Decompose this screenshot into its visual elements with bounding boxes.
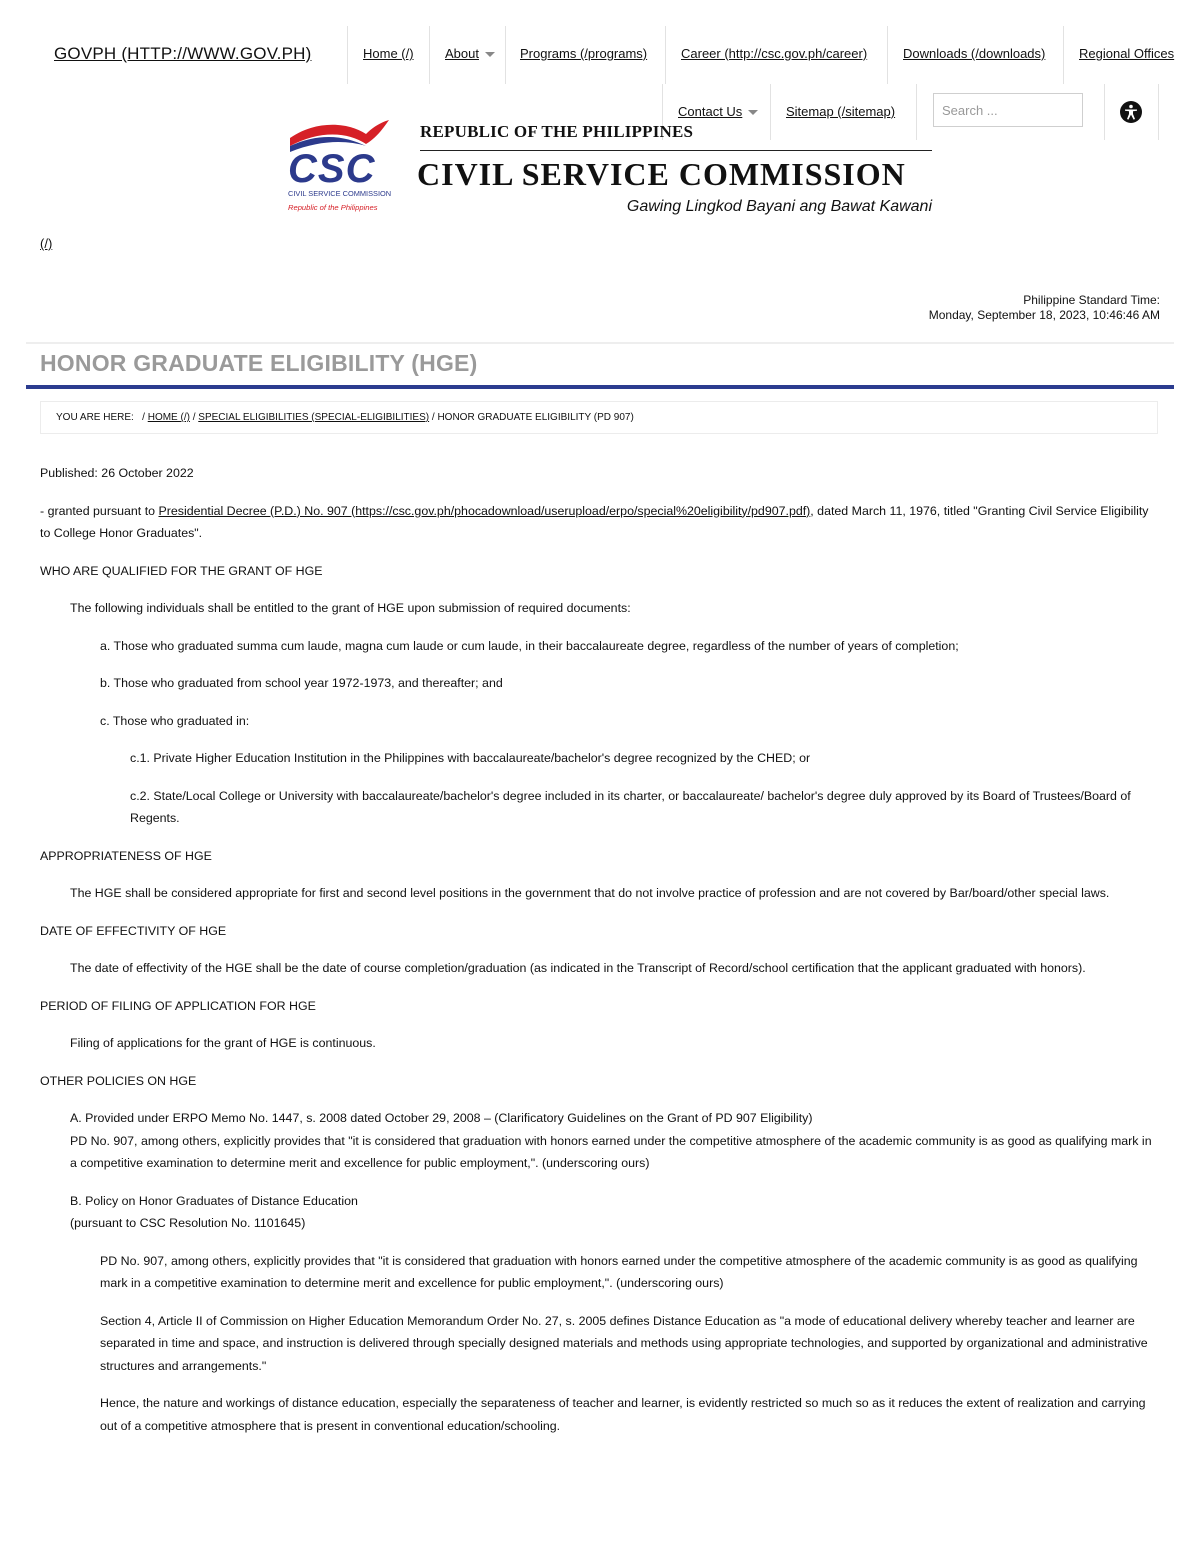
other-a-text: PD No. 907, among others, explicitly provides that "it is considered that graduation with honors earned under the competitive atmosphere of the academic community is as good as qualifying mark in a competitive examination to determine merit and excellence for public employment,". (underscoring ours) <box>70 1133 1152 1170</box>
article-body <box>40 462 1160 1437</box>
nav-programs[interactable]: Programs (/programs) <box>520 46 648 61</box>
logo-mark-text: CSC <box>288 147 376 191</box>
heading-appropriateness: APPROPRIATENESS OF HGE <box>40 848 212 863</box>
other-b-title: B. Policy on Honor Graduates of Distance Education <box>70 1193 358 1208</box>
nav-about-label: About <box>445 46 479 61</box>
breadcrumb-home[interactable]: HOME (/) <box>147 412 190 423</box>
other-b-paragraph-2: Section 4, Article II of Commission on Higher Education Memorandum Order No. 27, s. 2005 defines Distance Education as "a mode of educational delivery whereby teacher and learner are separated in time and space, and instruction is delivered through specially designed materials and methods using appropriate technologies, and supported by organizational and administrative structures and arrangements." <box>100 1313 1148 1373</box>
commission-title: CIVIL SERVICE COMMISSION <box>417 156 906 192</box>
standard-time-label: Philippine Standard Time: <box>1023 293 1160 307</box>
republic-heading: REPUBLIC OF THE PHILIPPINES <box>420 122 694 141</box>
standard-time-value: Monday, September 18, 2023, 10:46:46 AM <box>928 308 1160 322</box>
qualified-item-a: a. Those who graduated summa cum laude, magna cum laude or cum laude, in their baccalaureate degree, regardless of the number of years of completion; <box>100 638 959 653</box>
nav-separator <box>770 84 771 140</box>
qualified-item-c1: c.1. Private Higher Education Institution in the Philippines with baccalaureate/bachelor's degree recognized by the CHED; or <box>130 751 811 765</box>
chevron-down-icon <box>748 110 758 115</box>
breadcrumb <box>40 401 1158 434</box>
standard-time <box>929 293 1160 323</box>
other-b-paragraph-3: Hence, the nature and workings of distance education, especially the separateness of teacher and learner, is evidently restricted so much so as it reduces the extent of realization and carrying out of a competitive atmosphere that is present in conventional education/schooling. <box>100 1396 1146 1433</box>
heading-qualified: WHO ARE QUALIFIED FOR THE GRANT OF HGE <box>40 563 323 578</box>
title-top-divider <box>26 342 1174 344</box>
nav-contact-label: Contact Us <box>678 104 743 119</box>
nav-separator <box>887 26 888 84</box>
accessibility-figure <box>1120 101 1142 123</box>
nav-separator <box>916 84 917 140</box>
published-date: Published: 26 October 2022 <box>40 466 194 480</box>
qualified-item-c: c. Those who graduated in: <box>100 713 250 728</box>
qualified-intro: The following individuals shall be entitled to the grant of HGE upon submission of required documents: <box>70 601 631 615</box>
appropriateness-text: The HGE shall be considered appropriate for first and second level positions in the government that do not involve practice of profession and are not covered by Bar/board/other special laws. <box>70 886 1110 900</box>
csc-logo <box>286 116 392 216</box>
nav-separator <box>1104 84 1105 140</box>
nav-downloads[interactable]: Downloads (/downloads) <box>903 46 1046 61</box>
nav-career[interactable]: Career (http://csc.gov.ph/career) <box>681 46 868 61</box>
chevron-down-icon <box>485 52 495 57</box>
intro-pre: - granted pursuant to <box>40 503 159 518</box>
breadcrumb-separator: / <box>142 412 145 423</box>
nav-home[interactable]: Home (/) <box>363 46 414 61</box>
accessibility-icon[interactable] <box>1120 101 1142 123</box>
breadcrumb-special-eligibilities[interactable]: SPECIAL ELIGIBILITIES (SPECIAL-ELIGIBILITIES) <box>198 412 430 423</box>
nav-separator <box>1063 26 1064 84</box>
nav-contact-us[interactable] <box>678 104 758 119</box>
breadcrumb-separator: / <box>192 412 196 423</box>
nav-regional-offices[interactable]: Regional Offices <box>1079 46 1175 61</box>
breadcrumb-prefix: YOU ARE HERE: <box>56 412 134 423</box>
other-b-sub: (pursuant to CSC Resolution No. 1101645) <box>70 1216 306 1230</box>
breadcrumb-separator: / <box>431 412 435 423</box>
page-title: HONOR GRADUATE ELIGIBILITY (HGE) <box>40 350 478 376</box>
heading-effectivity: DATE OF EFFECTIVITY OF HGE <box>40 923 227 938</box>
logo-sub-commission: CIVIL SERVICE COMMISSION <box>288 189 392 198</box>
header-divider <box>420 150 932 151</box>
govph-link[interactable]: GOVPH (HTTP://WWW.GOV.PH) <box>54 44 312 63</box>
nav-separator <box>505 26 506 84</box>
search-input[interactable] <box>933 93 1083 127</box>
pd907-link[interactable]: Presidential Decree (P.D.) No. 907 (https://csc.gov.ph/phocadownload/userupload/erpo/special%20eligibility/pd907.pdf) <box>158 503 811 518</box>
nav-separator <box>665 26 666 84</box>
qualified-item-b: b. Those who graduated from school year 1972-1973, and thereafter; and <box>100 676 503 690</box>
heading-other-policies: OTHER POLICIES ON HGE <box>40 1073 197 1088</box>
effectivity-text: The date of effectivity of the HGE shall be the date of course completion/graduation (as indicated in the Transcript of Record/school certification that the applicant graduated with honors). <box>70 961 1086 975</box>
tagline: Gawing Lingkod Bayani ang Bawat Kawani <box>626 198 932 215</box>
logo-sub-republic: Republic of the Philippines <box>288 203 378 212</box>
nav-about[interactable] <box>445 46 495 61</box>
breadcrumb-current: HONOR GRADUATE ELIGIBILITY (PD 907) <box>437 412 634 423</box>
other-a-title: A. Provided under ERPO Memo No. 1447, s. 2008 dated October 29, 2008 – (Clarificatory Guidelines on the Grant of PD 907 Eligibility) <box>70 1111 813 1125</box>
qualified-item-c2: c.2. State/Local College or University with baccalaureate/bachelor's degree included in its charter, or baccalaureate/ bachelor's degree duly approved by its Board of Trustees/Board of Regents. <box>130 788 1131 825</box>
nav-separator <box>347 26 348 84</box>
other-b-paragraph-1: PD No. 907, among others, explicitly provides that "it is considered that graduation with honors earned under the competitive atmosphere of the academic community is as good as qualifying mark in a competitive examination to determine merit and excellence for public employment,". (underscoring ours) <box>100 1253 1138 1290</box>
intro-post: , dated March 11, 1976, titled "Granting Civil Service Eligibility to College Honor Graduates". <box>40 503 1149 540</box>
intro-paragraph <box>40 500 1160 545</box>
nav-separator <box>1158 84 1159 140</box>
title-bottom-bar <box>26 385 1174 389</box>
nav-separator <box>429 26 430 84</box>
heading-filing: PERIOD OF FILING OF APPLICATION FOR HGE <box>40 998 316 1013</box>
nav-sitemap[interactable]: Sitemap (/sitemap) <box>786 104 896 119</box>
filing-text: Filing of applications for the grant of HGE is continuous. <box>70 1036 376 1050</box>
home-link[interactable]: (/) <box>40 236 53 251</box>
